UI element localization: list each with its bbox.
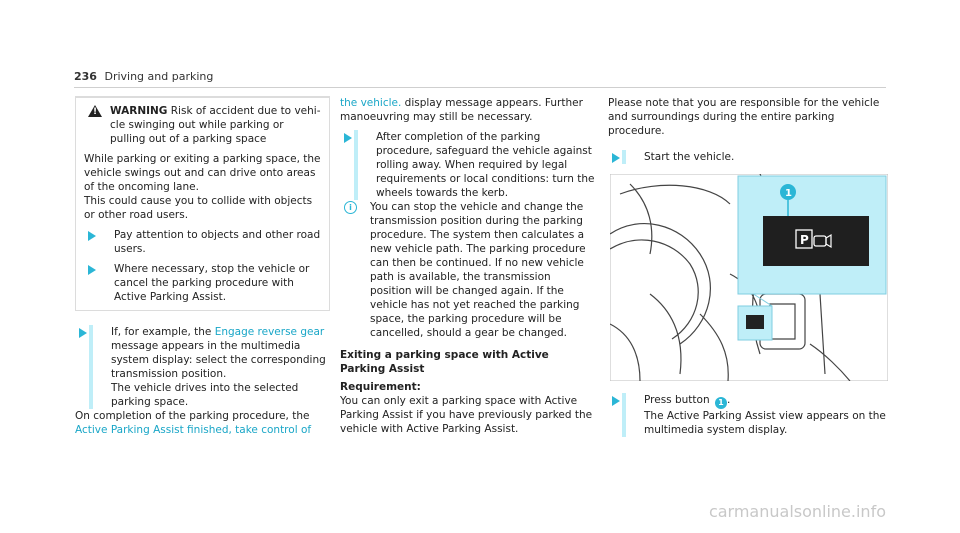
warning-para-1: While parking or exiting a parking space, the vehicle swings out and can drive onto areas of the oncoming lane.: [84, 153, 321, 193]
safeguard-step: [340, 130, 595, 200]
finished-message-continued: the vehicle.: [340, 97, 402, 109]
step-arrow-icon: [612, 396, 620, 406]
requirement-text: You can only exit a parking space with Active Parking Assist if you have previously parked the vehicle with Active Parking Assist.: [340, 395, 593, 435]
warning-step-2-text: Where necessary, stop the vehicle or cancel the parking procedure with Active Parking Assist.: [114, 263, 310, 303]
warning-label: WARNING: [110, 105, 168, 117]
safeguard-step-text: After completion of the parking procedure, safeguard the vehicle against rolling away. When required by legal requirements or local conditions: turn the wheels towards the kerb.: [376, 131, 595, 199]
step-bar: [354, 130, 358, 200]
warning-triangle-icon: [88, 105, 102, 117]
requirement-label: Requirement:: [340, 381, 421, 393]
page-header: [74, 70, 213, 84]
press-button-post: .: [726, 394, 731, 406]
step-bar: [622, 150, 626, 164]
svg-text:P: P: [800, 233, 809, 247]
console-illustration: [610, 174, 888, 381]
header-divider: [74, 87, 886, 88]
column-2: [340, 96, 595, 436]
step-arrow-icon: [88, 265, 96, 275]
column-3: [608, 96, 888, 164]
section-heading: Exiting a parking space with Active Parking Assist: [340, 349, 549, 375]
intro-text: Please note that you are responsible for the vehicle and surroundings during the entire parking procedure.: [608, 97, 880, 137]
column-3-lower: [608, 393, 888, 437]
step-arrow-icon: [612, 153, 620, 163]
finished-message-link: Active Parking Assist finished, take control of: [75, 424, 312, 436]
continuation-text: [340, 96, 595, 124]
press-button-step: [608, 393, 888, 437]
instruction-step-text: [101, 325, 330, 409]
step-arrow-icon: [79, 328, 87, 338]
press-button-text: [634, 393, 888, 437]
callout-1-label: 1: [785, 188, 792, 199]
step-result-text: The vehicle drives into the selected parking space.: [111, 382, 299, 408]
section-title: Driving and parking: [104, 70, 214, 83]
page-number: 236: [74, 70, 97, 83]
info-note: [340, 200, 595, 340]
step-arrow-icon: [344, 133, 352, 143]
press-button-pre: Press button: [644, 394, 713, 406]
warning-heading: [84, 104, 321, 146]
warning-step-1: [84, 228, 321, 256]
step-arrow-icon: [88, 231, 96, 241]
column-1: [75, 96, 330, 437]
press-button-result: The Active Parking Assist view appears on the multimedia system display.: [644, 410, 886, 436]
step-bar: [89, 325, 93, 409]
info-icon: i: [344, 201, 357, 214]
engage-reverse-gear-message: Engage reverse gear: [214, 326, 325, 338]
warning-para-2: This could cause you to collide with objects or other road users.: [84, 195, 313, 221]
warning-title-text: Risk of accident due to vehi-cle swinging out while parking or pulling out of a parking space: [110, 105, 321, 145]
start-vehicle-step: [608, 150, 888, 164]
button-1-badge: 1: [715, 397, 727, 409]
warning-box: [75, 96, 330, 311]
step-bar: [622, 393, 626, 437]
step-text-post: message appears in the multimedia system display: select the corresponding transmission position.: [111, 340, 326, 380]
warning-step-1-text: Pay attention to objects and other road users.: [114, 229, 321, 255]
instruction-step: [75, 325, 330, 409]
completion-pre: On completion of the parking procedure, the: [75, 410, 310, 422]
warning-step-2: [84, 262, 321, 304]
watermark: carmanualsonline.info: [708, 502, 886, 521]
start-vehicle-text: Start the vehicle.: [644, 151, 735, 163]
info-note-text: You can stop the vehicle and change the transmission position during the parking procedure. The system then calculates a new vehicle path. The parking procedure can then be continued. If no new vehicle path is available, the transmission position will be changed again. If the vehicle has not yet reached the parking space, the parking procedure will be cancelled, should a gear be changed.: [370, 201, 586, 339]
completion-text: [75, 409, 330, 437]
continuation-rest: display message appears. Further manoeuvring may still be necessary.: [340, 97, 583, 123]
step-text-pre: If, for example, the: [111, 326, 215, 338]
